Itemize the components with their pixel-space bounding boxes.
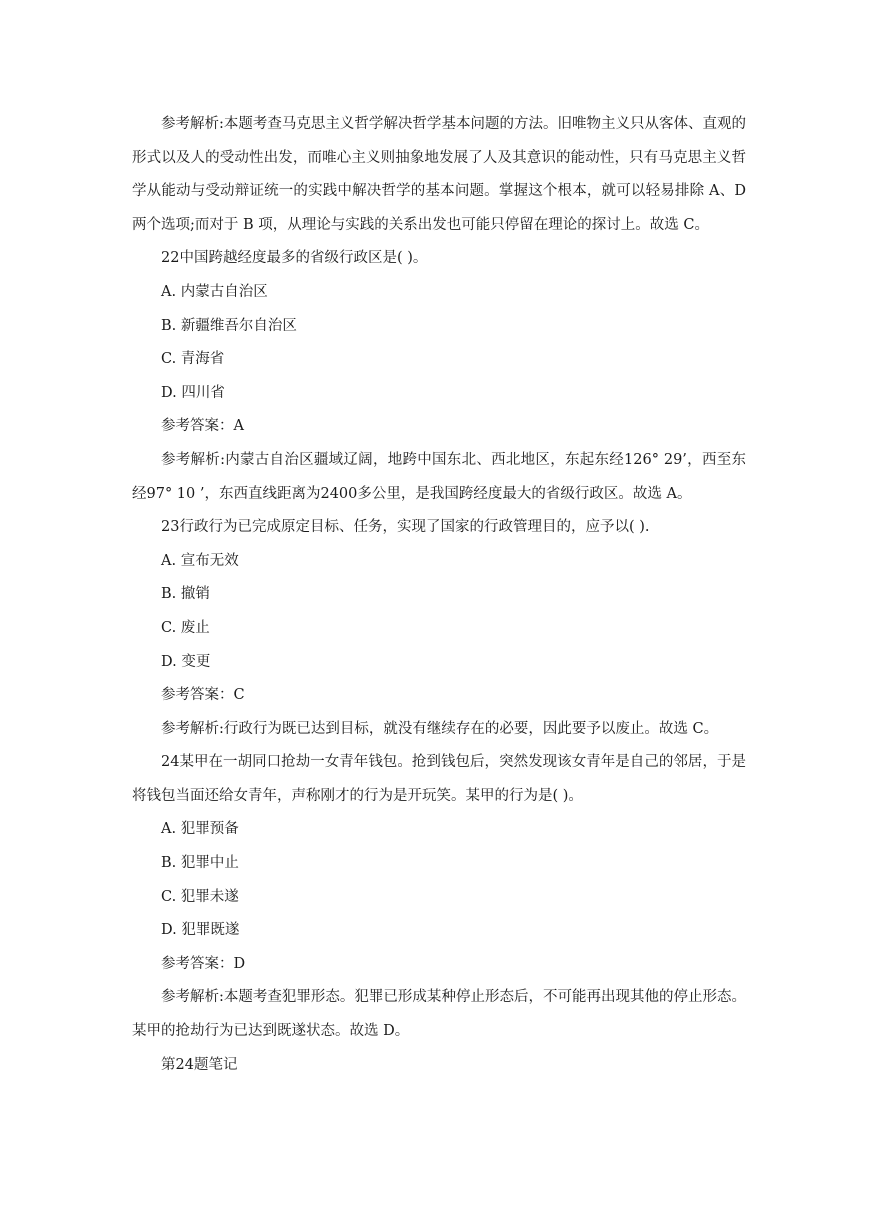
- question-24-option-d: D. 犯罪既遂: [161, 922, 240, 939]
- question-22-option-c: C. 青海省: [161, 351, 225, 368]
- question-24-notes-heading: 第24题笔记: [161, 1056, 238, 1073]
- question-23-option-a: A. 宣布无效: [161, 552, 239, 569]
- question-24-answer: 参考答案：D: [161, 955, 246, 972]
- question-23-option-d: D. 变更: [161, 653, 211, 670]
- question-23-option-b: B. 撤销: [161, 586, 210, 603]
- question-24-option-a: A. 犯罪预备: [161, 821, 239, 838]
- question-23-option-c: C. 废止: [161, 619, 210, 636]
- document-body: [132, 108, 746, 1082]
- question-22-explanation: 参考解析:内蒙古自治区疆域辽阔，地跨中国东北、西北地区，东起东经126° 29’，西至东经97° 10 ’，东西直线距离为2400多公里，是我国跨经度最大的省级行政区。故选 A。: [132, 451, 746, 502]
- question-22-option-b: B. 新疆维吾尔自治区: [161, 317, 297, 334]
- question-24: 24某甲在一胡同口抢劫一女青年钱包。抢到钱包后，突然发现该女青年是自己的邻居，于是将钱包当面还给女青年，声称刚才的行为是开玩笑。某甲的行为是( )。: [132, 754, 746, 804]
- question-23-explanation: 参考解析:行政行为既已达到目标，就没有继续存在的必要，因此要予以废止。故选 C。: [161, 720, 719, 737]
- question-24-option-b: B. 犯罪中止: [161, 855, 239, 872]
- question-22-option-a: A. 内蒙古自治区: [161, 283, 268, 300]
- question-22: 22中国跨越经度最多的省级行政区是( )。: [161, 250, 428, 267]
- question-24-explanation: 参考解析:本题考查犯罪形态。犯罪已形成某种停止形态后，不可能再出现其他的停止形态。某甲的抢劫行为已达到既遂状态。故选 D。: [132, 989, 746, 1040]
- question-23: 23行政行为已完成原定目标、任务，实现了国家的行政管理目的，应予以( ).: [161, 519, 650, 536]
- question-22-answer: 参考答案：A: [161, 418, 244, 435]
- question-22-option-d: D. 四川省: [161, 384, 225, 401]
- question-24-option-c: C. 犯罪未遂: [161, 888, 239, 905]
- question-23-answer: 参考答案：C: [161, 687, 245, 704]
- explanation-paragraph: 参考解析:本题考查马克思主义哲学解决哲学基本问题的方法。旧唯物主义只从客体、直观的形式以及人的受动性出发，而唯心主义则抽象地发展了人及其意识的能动性，只有马克思主义哲学从能动与受动辩证统一的实践中解决哲学的基本问题。掌握这个根本，就可以轻易排除 A、D 两个选项;而对于 B 项，从理论与实践的关系出发也可能只停留在理论的探讨上。故选 C。: [132, 116, 746, 233]
